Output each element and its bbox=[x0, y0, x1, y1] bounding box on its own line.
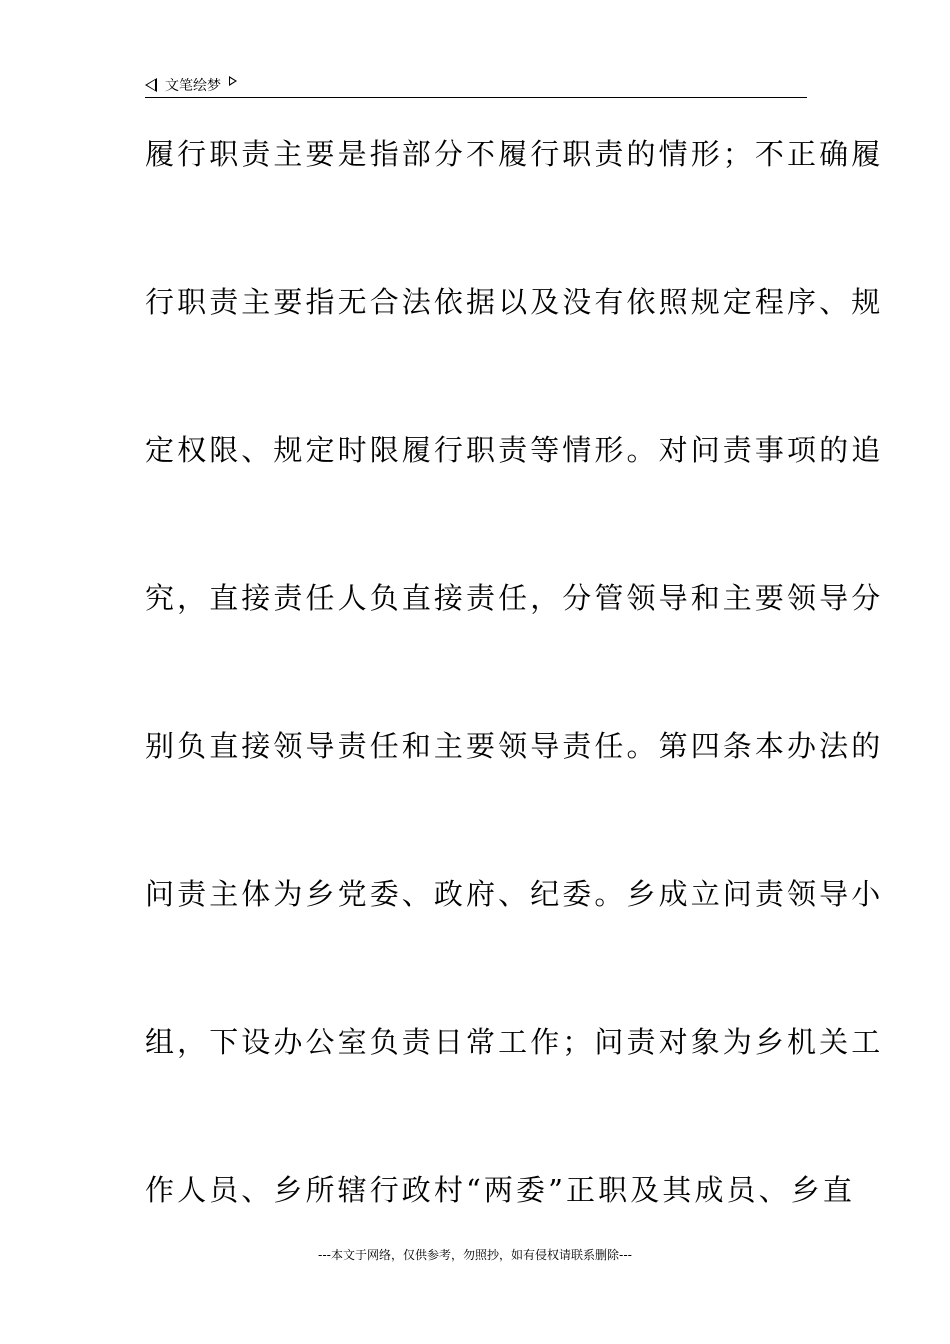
header-divider bbox=[145, 97, 807, 98]
right-triangle-icon bbox=[229, 76, 237, 86]
body-line: 别负直接领导责任和主要领导责任。第四条本办法的 bbox=[145, 729, 884, 763]
body-line: 组，下设办公室负责日常工作；问责对象为乡机关工 bbox=[145, 1025, 884, 1059]
page-header bbox=[145, 74, 807, 96]
document-body bbox=[145, 126, 884, 1310]
body-line: 究，直接责任人负直接责任，分管领导和主要领导分 bbox=[145, 581, 884, 615]
body-line: 履行职责主要是指部分不履行职责的情形；不正确履 bbox=[145, 137, 884, 171]
header-title: 文笔绘梦 bbox=[165, 78, 221, 94]
body-line: 问责主体为乡党委、政府、纪委。乡成立问责领导小 bbox=[145, 877, 884, 911]
left-triangle-icon bbox=[145, 78, 157, 92]
body-line: 作人员、乡所辖行政村“两委”正职及其成员、乡直 bbox=[145, 1173, 855, 1207]
page-footer-disclaimer: ---本文于网络，仅供参考，勿照抄，如有侵权请联系删除--- bbox=[318, 1248, 632, 1262]
body-line: 行职责主要指无合法依据以及没有依照规定程序、规 bbox=[145, 285, 884, 319]
body-line: 定权限、规定时限履行职责等情形。对问责事项的追 bbox=[145, 433, 884, 467]
